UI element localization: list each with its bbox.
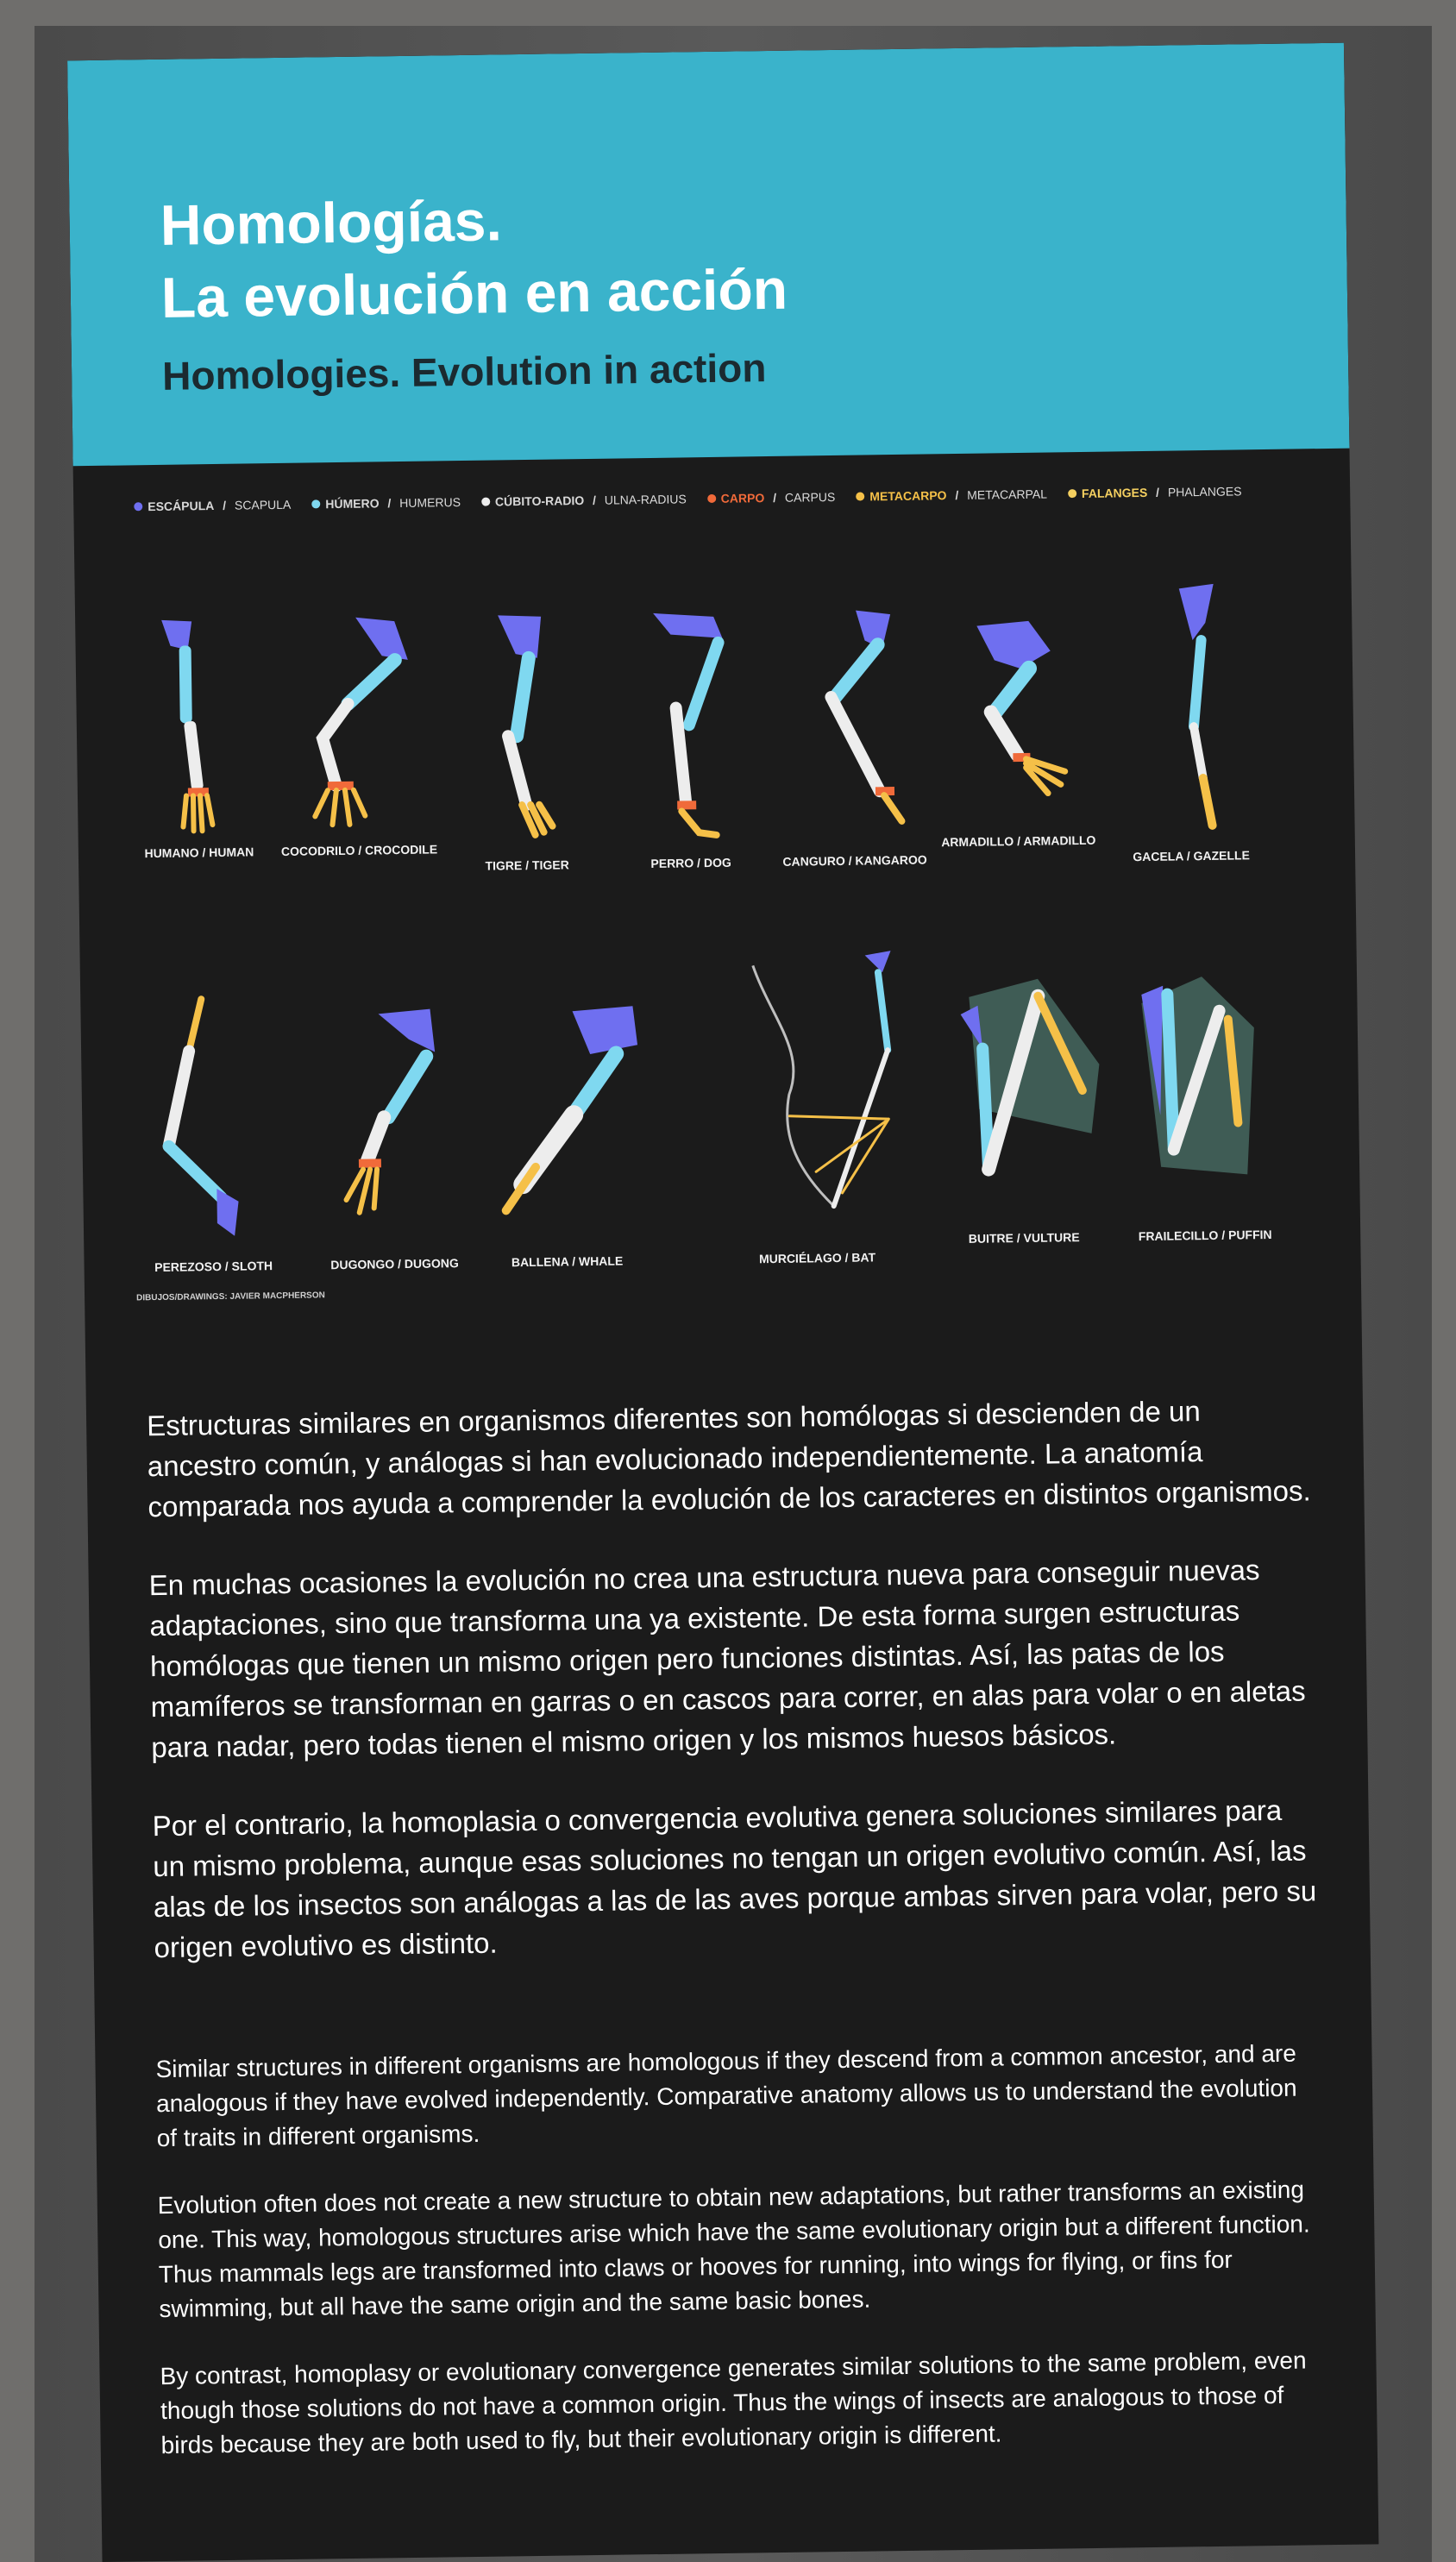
- title-spanish: Homologías. La evolución en acción: [160, 188, 788, 330]
- limb-tiger: [446, 606, 605, 873]
- human-limb-icon: [144, 610, 251, 836]
- animal-label: TIGRE / TIGER: [485, 857, 569, 873]
- puffin-limb-icon: [1124, 958, 1283, 1219]
- gazelle-limb-icon: [1127, 579, 1252, 839]
- animal-label: ARMADILLO / ARMADILLO: [941, 832, 1096, 850]
- legend-dot: [707, 494, 716, 503]
- animal-label: DUGONGO / DUGONG: [330, 1256, 459, 1272]
- limb-human: [118, 610, 277, 860]
- legend-item-phalanges: FALANGES / PHALANGES: [1068, 484, 1242, 500]
- title-english: Homologies. Evolution in action: [161, 345, 767, 399]
- panel-header: [67, 43, 1349, 467]
- limb-illustrations: [109, 526, 1327, 1319]
- armadillo-limb-icon: [942, 599, 1092, 825]
- animal-label: FRAILECILLO / PUFFIN: [1138, 1227, 1272, 1244]
- animal-label: GACELA / GAZELLE: [1133, 848, 1250, 864]
- limb-armadillo: [938, 599, 1096, 849]
- limb-sloth: [132, 989, 292, 1274]
- legend-item-metacarpal: METACARPO / METACARPAL: [856, 487, 1047, 504]
- limb-vulture: [943, 961, 1102, 1246]
- english-paragraph: Evolution often does not create a new structure to obtain new adaptations, but rather transforms an existing one. This way, homologous structures arise which have the same evolutionary origin but a different function. Thus mammals legs are transformed into claws or hooves for running, into wings for flying, or fins for swimming, but all have the same origin and the same basic bones.: [157, 2176, 1310, 2323]
- animal-label: COCODRILO / CROCODILE: [280, 842, 438, 858]
- animal-label: PERRO / DOG: [650, 855, 731, 870]
- limb-puffin: [1124, 958, 1283, 1243]
- animal-label: BUITRE / VULTURE: [968, 1230, 1080, 1246]
- limb-gazelle: [1110, 579, 1270, 863]
- legend-dot: [856, 492, 864, 500]
- spanish-paragraph: Por el contrario, la homoplasia o convergencia evolutiva genera soluciones similares para un mismo problema, aunque esas soluciones no tengan un origen evolutivo común. Así, las alas de los insectos son análogas a las de las aves porque ambas sirven para volar, pero su origen evolutivo es distinto.: [152, 1793, 1317, 1964]
- limb-kangaroo: [774, 600, 932, 868]
- limb-dugong: [313, 987, 473, 1272]
- bone-legend: [134, 483, 1324, 513]
- animal-label: BALLENA / WHALE: [511, 1253, 624, 1270]
- limb-crocodile: [278, 607, 436, 857]
- vulture-limb-icon: [943, 960, 1119, 1221]
- legend-dot: [1068, 489, 1076, 498]
- bat-limb-icon: [736, 946, 930, 1242]
- legend-dot: [311, 499, 320, 508]
- limb-whale: [486, 984, 645, 1269]
- english-description: [155, 2036, 1326, 2496]
- illustration-credit: DIBUJOS/DRAWINGS: JAVIER MACPHERSON: [136, 1290, 325, 1303]
- whale-limb-icon: [486, 984, 662, 1246]
- legend-item-humerus: HÚMERO / HUMERUS: [311, 495, 461, 511]
- animal-label: MURCIÉLAGO / BAT: [758, 1250, 876, 1266]
- animal-label: HUMANO / HUMAN: [144, 845, 254, 861]
- limb-bat: [736, 946, 895, 1265]
- english-paragraph: By contrast, homoplasy or evolutionary convergence generates similar solutions to the same problem, even though those solutions do not have a common origin. Thus the wings of insects are analogous to those of birds because they are both used to fly, but their evolutionary origin is different.: [160, 2346, 1307, 2459]
- kangaroo-limb-icon: [782, 601, 924, 845]
- legend-item-scapula: ESCÁPULA / SCAPULA: [134, 498, 291, 514]
- spanish-paragraph: Estructuras similares en organismos diferentes son homólogas si descienden de un ancestro común, y análogas si han evolucionado independientemente. La anatomía comparada nos ayuda a comprender la evolución de los caracteres en distintos organismos.: [146, 1395, 1311, 1523]
- crocodile-limb-icon: [286, 608, 428, 834]
- tiger-limb-icon: [455, 606, 596, 849]
- legend-dot: [134, 502, 142, 511]
- animal-label: PEREZOSO / SLOTH: [154, 1259, 273, 1275]
- spanish-description: [147, 1389, 1320, 2006]
- spanish-paragraph: En muchas ocasiones la evolución no crea una estructura nueva para conseguir nuevas adaptaciones, sino que transforma una ya existente. De esta forma surgen estructuras homólogas que tienen un mismo origen pero funciones distintas. Así, las patas de los mamíferos se transforman en garras o en cascos para correr, en alas para volar o en aletas para nadar, pero todas tienen el mismo origen y los mismos huesos básicos.: [148, 1554, 1306, 1764]
- animal-label: CANGURO / KANGAROO: [782, 852, 927, 869]
- limb-dog: [610, 603, 769, 870]
- legend-dot: [481, 498, 490, 506]
- dugong-limb-icon: [317, 987, 468, 1247]
- sloth-limb-icon: [141, 989, 282, 1250]
- dog-limb-icon: [618, 603, 760, 846]
- legend-item-carpus: CARPO / CARPUS: [707, 490, 836, 505]
- exhibit-panel: [67, 43, 1378, 2562]
- english-paragraph: Similar structures in different organisms are homologous if they descend from a common ancestor, and are analogous if they have evolved independently. Comparative anatomy allows us to understand the evolution of traits in different organisms.: [155, 2039, 1297, 2152]
- legend-item-ulna-radius: CÚBITO-RADIO / ULNA-RADIUS: [481, 492, 687, 508]
